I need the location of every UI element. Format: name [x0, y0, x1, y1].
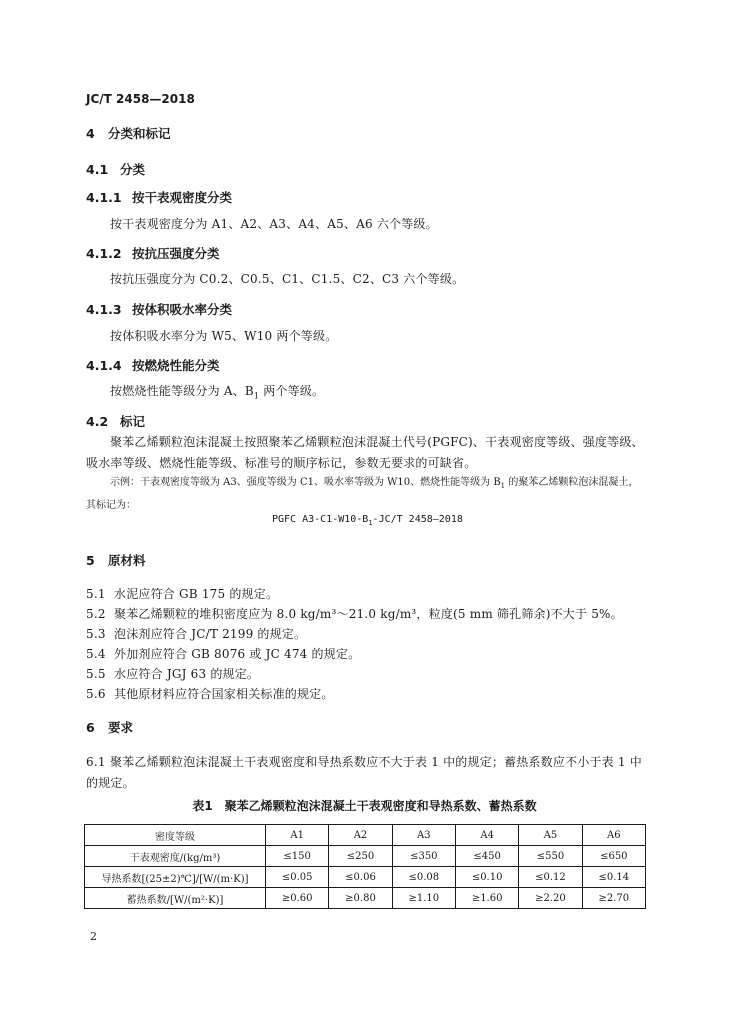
item-text: 外加剂应符合 GB 8076 或 JC 474 的规定。 — [114, 647, 361, 661]
header-cell: A4 — [455, 825, 518, 846]
section-4-1-2-text: 按抗压强度分为 C0.2、C0.5、C1、C1.5、C2、C3 六个等级。 — [110, 272, 465, 286]
list-item — [86, 585, 278, 602]
standard-code: JC/T 2458—2018 — [86, 92, 195, 106]
section-4-1-3-heading — [86, 300, 232, 318]
item-text: 水泥应符合 GB 175 的规定。 — [114, 587, 279, 601]
section-title: 要求 — [108, 720, 134, 735]
list-item — [86, 645, 360, 662]
section-number: 4.1.3 — [86, 302, 122, 317]
table-cell: ≥0.60 — [266, 888, 329, 909]
section-title: 按燃烧性能分类 — [132, 358, 220, 373]
marking-code — [272, 514, 463, 527]
table-row — [85, 846, 646, 867]
subscript: 1 — [500, 482, 506, 490]
table-cell: ≤0.08 — [392, 867, 455, 888]
table-cell: ≤550 — [519, 846, 582, 867]
section-title: 按干表观密度分类 — [132, 190, 233, 205]
section-number: 4.1.4 — [86, 358, 122, 373]
list-item — [86, 685, 334, 702]
table-cell: ≤450 — [455, 846, 518, 867]
item-text: 水应符合 JGJ 63 的规定。 — [114, 667, 260, 681]
subscript: 1 — [253, 391, 260, 401]
section-4-1-1-text: 按干表观密度分为 A1、A2、A3、A4、A5、A6 六个等级。 — [110, 217, 438, 231]
table-cell: ≥1.10 — [392, 888, 455, 909]
item-number: 5.6 — [86, 687, 106, 701]
table-cell: ≤650 — [582, 846, 645, 867]
item-number: 5.1 — [86, 587, 106, 601]
section-4-2-heading — [86, 412, 145, 430]
table-cell: ≥1.60 — [455, 888, 518, 909]
paragraph-text: 聚苯乙烯颗粒泡沫混凝土干表观密度和导热系数应不大于表 1 中的规定；蓄热系数应不小于表 1 中的规定。 — [86, 755, 642, 790]
table-cell: ≤250 — [329, 846, 392, 867]
section-number: 4.1.1 — [86, 190, 122, 205]
section-4-1-2-heading — [86, 244, 220, 262]
item-number: 6.1 — [86, 755, 106, 769]
table-cell: ≤0.14 — [582, 867, 645, 888]
table-cell: ≥0.80 — [329, 888, 392, 909]
section-number: 4 — [86, 126, 95, 141]
section-4-1-3-text: 按体积吸水率分为 W5、W10 两个等级。 — [110, 329, 338, 343]
section-5-heading — [86, 551, 146, 569]
header-cell: A1 — [266, 825, 329, 846]
table-cell: 蓄热系数/[W/(m²·K)] — [85, 888, 266, 909]
section-number: 4.1 — [86, 162, 109, 177]
section-title: 按抗压强度分类 — [132, 246, 220, 261]
text-part: 两个等级。 — [259, 384, 325, 398]
section-number: 4.2 — [86, 414, 109, 429]
item-number: 5.4 — [86, 647, 106, 661]
section-4-1-4-text — [110, 382, 324, 400]
list-item — [86, 625, 306, 642]
section-number: 5 — [86, 553, 95, 568]
header-cell: A5 — [519, 825, 582, 846]
section-4-heading — [86, 124, 171, 142]
header-cell: A3 — [392, 825, 455, 846]
section-title: 原材料 — [108, 553, 146, 568]
section-4-1-heading — [86, 160, 145, 178]
section-number: 6 — [86, 720, 95, 735]
item-number: 5.5 — [86, 667, 106, 681]
section-title: 按体积吸水率分类 — [132, 302, 233, 317]
page-number: 2 — [90, 930, 97, 943]
section-6-heading — [86, 718, 133, 736]
table-caption: 表1 聚苯乙烯颗粒泡沫混凝土干表观密度和导热系数、蓄热系数 — [192, 799, 537, 813]
table-cell: 干表观密度/(kg/m³) — [85, 846, 266, 867]
text-part: 按燃烧性能等级分为 A、B — [110, 384, 254, 398]
section-title: 分类 — [120, 162, 146, 177]
table-cell: ≤350 — [392, 846, 455, 867]
header-cell: 密度等级 — [85, 825, 266, 846]
section-4-1-1-heading — [86, 188, 232, 206]
section-6-1-paragraph — [86, 752, 646, 794]
section-4-1-4-heading — [86, 356, 220, 374]
item-text: 其他原材料应符合国家相关标准的规定。 — [114, 687, 334, 701]
list-item — [86, 605, 623, 622]
table-cell: ≤0.10 — [455, 867, 518, 888]
section-title: 标记 — [120, 414, 146, 429]
marking-text: PGFC A3-C1-W10-B — [272, 514, 369, 525]
item-number: 5.2 — [86, 607, 106, 621]
item-number: 5.3 — [86, 627, 106, 641]
table-cell: ≤0.06 — [329, 867, 392, 888]
header-cell: A6 — [582, 825, 645, 846]
example-text: 示例：干表观密度等级为 A3、强度等级为 C1、吸水率等级为 W10、燃烧性能等级为 B — [110, 477, 501, 488]
table-cell: ≥2.70 — [582, 888, 645, 909]
example-text: 的聚苯乙烯颗粒泡沫混凝土，其标记为： — [86, 477, 639, 511]
table-cell: ≤150 — [266, 846, 329, 867]
header-cell: A2 — [329, 825, 392, 846]
properties-table — [84, 824, 646, 909]
table-row — [85, 867, 646, 888]
table-cell: ≤0.05 — [266, 867, 329, 888]
item-text: 聚苯乙烯颗粒的堆积密度应为 8.0 kg/m³～21.0 kg/m³，粒度(5 mm 筛孔筛余)不大于 5%。 — [114, 607, 623, 621]
section-number: 4.1.2 — [86, 246, 122, 261]
list-item — [86, 665, 259, 682]
section-title: 分类和标记 — [108, 126, 171, 141]
table-header-row — [85, 825, 646, 846]
marking-example — [86, 473, 646, 516]
table-cell: ≤0.12 — [519, 867, 582, 888]
table-cell: 导热系数[(25±2)℃]/[W/(m·K)] — [85, 867, 266, 888]
table-row — [85, 888, 646, 909]
marking-text: -JC/T 2458—2018 — [372, 514, 463, 525]
subscript: 1 — [368, 519, 373, 527]
table-cell: ≥2.20 — [519, 888, 582, 909]
section-4-2-paragraph: 聚苯乙烯颗粒泡沫混凝土按照聚苯乙烯颗粒泡沫混凝土代号(PGFC)、干表观密度等级、强度等级、吸水率等级、燃烧性能等级、标准号的顺序标记，参数无要求的可缺省。 — [86, 435, 644, 470]
item-text: 泡沫剂应符合 JC/T 2199 的规定。 — [114, 627, 307, 641]
